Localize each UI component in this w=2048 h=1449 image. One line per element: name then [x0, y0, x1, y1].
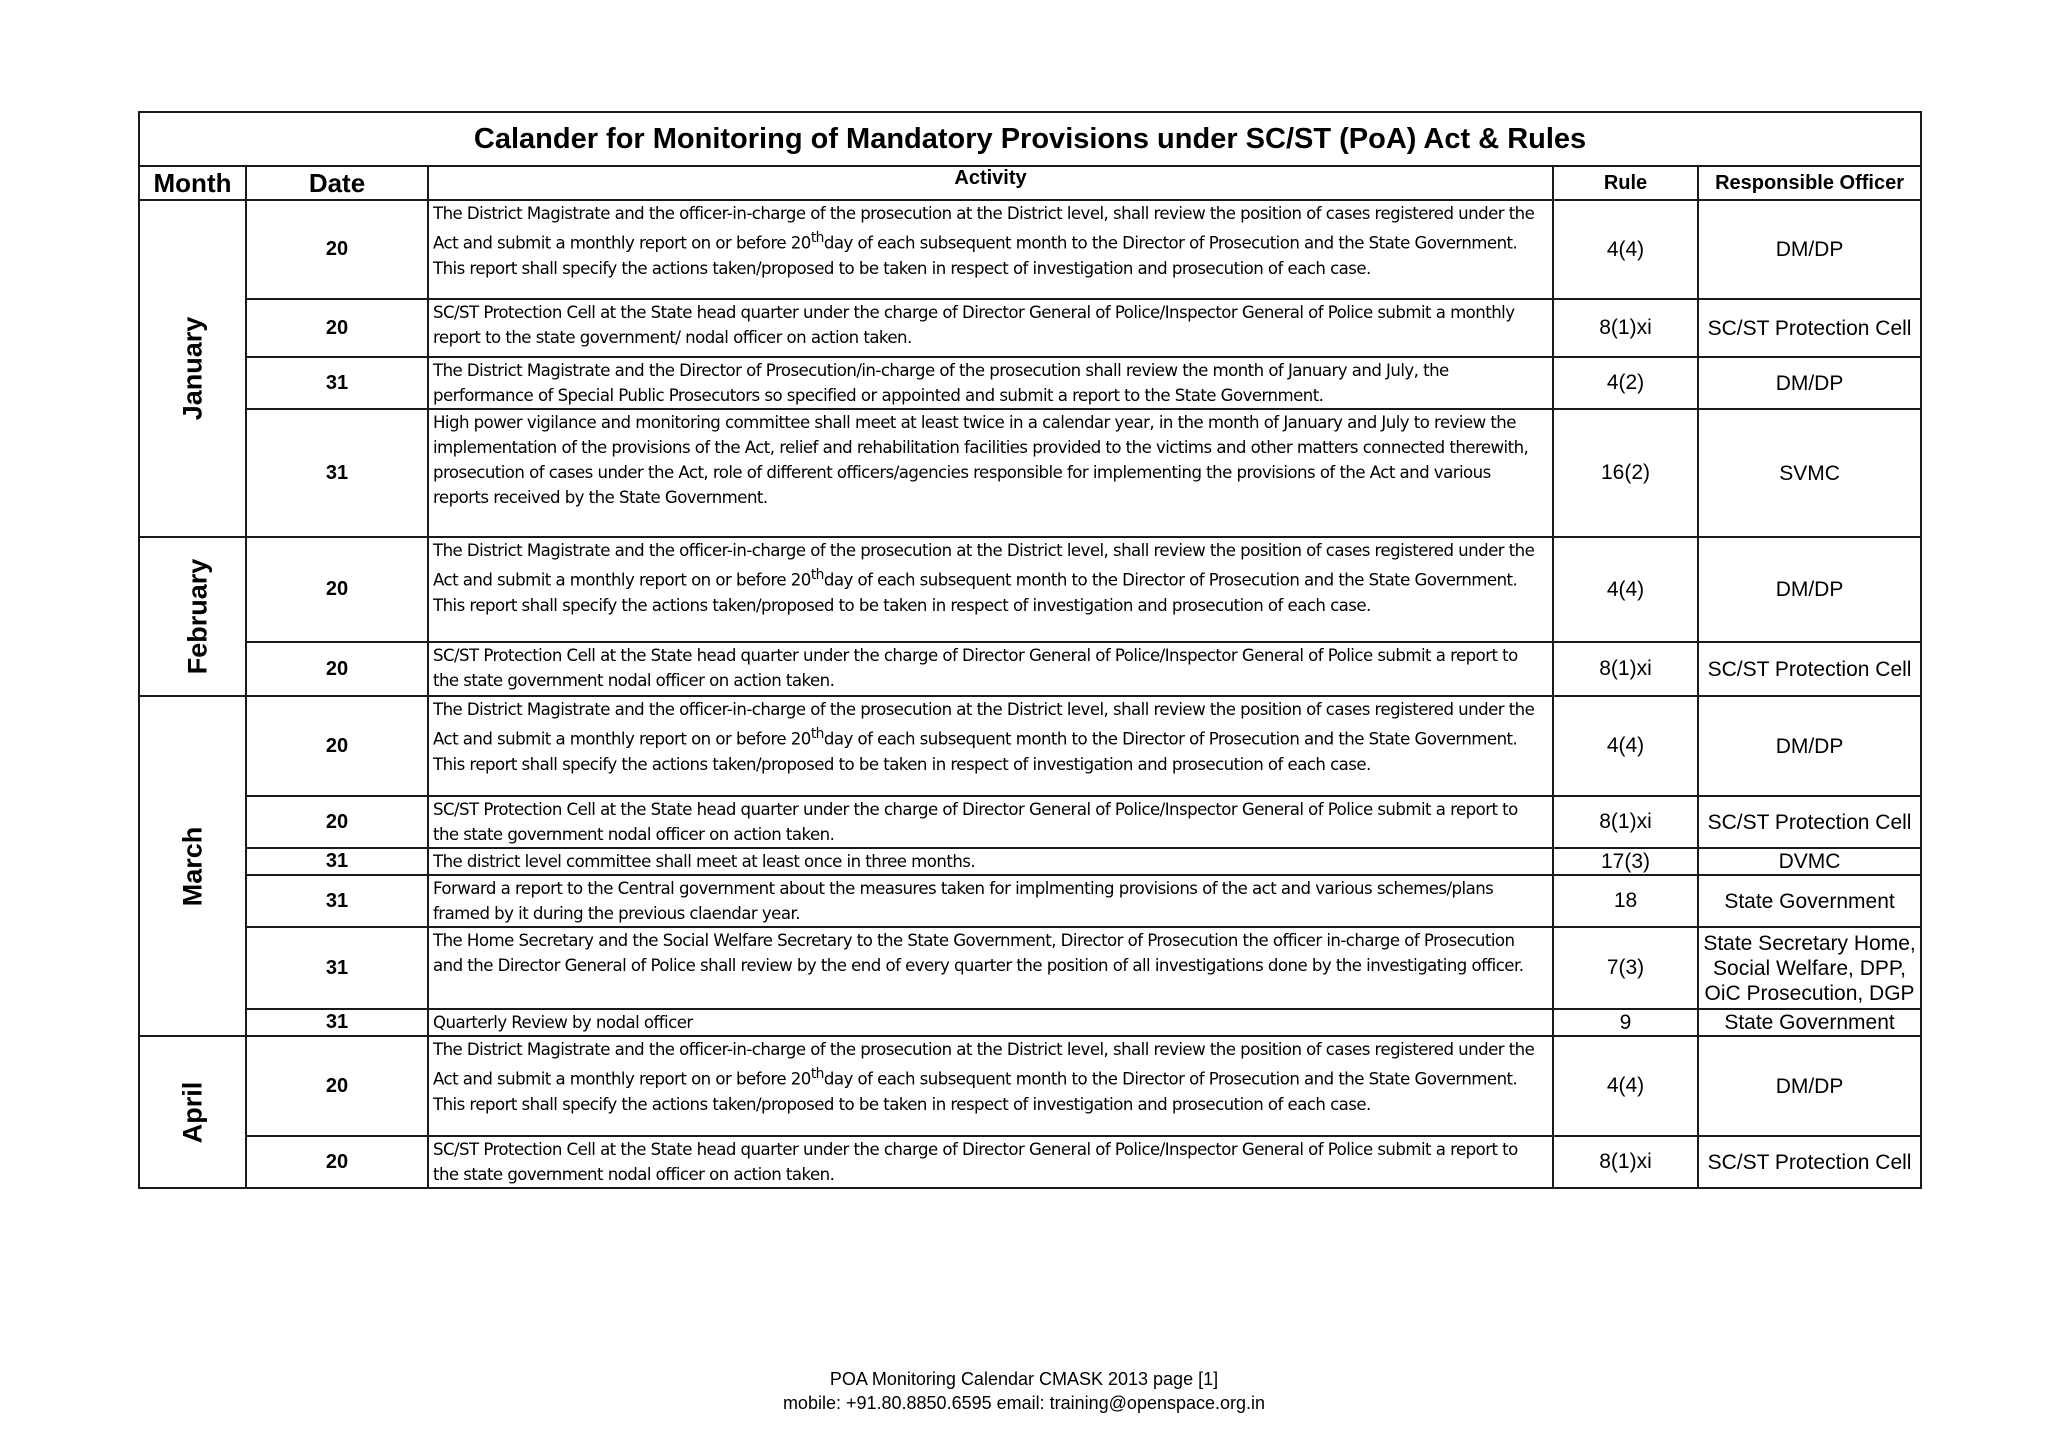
table-row	[139, 200, 1921, 299]
calendar-table	[138, 111, 1922, 1189]
row-rule: 16(2)	[1553, 409, 1698, 537]
row-officer: DM/DP	[1698, 537, 1921, 642]
row-officer: DM/DP	[1698, 357, 1921, 409]
row-rule: 8(1)xi	[1553, 642, 1698, 696]
row-activity: The district level committee shall meet at least once in three months.	[428, 848, 1553, 875]
footer-contact: mobile: +91.80.8850.6595 email: training@openspace.org.in	[782, 1393, 1266, 1413]
row-officer: DM/DP	[1698, 1036, 1921, 1136]
row-activity: The District Magistrate and the Director of Prosecution/in-charge of the prosecution shall review the month of January and July, the performance of Special Public Prosecutors so specified or appointed and submit a report to the State Government.	[428, 357, 1553, 409]
row-officer: DVMC	[1698, 848, 1921, 875]
row-rule: 4(4)	[1553, 537, 1698, 642]
table-row	[139, 357, 1921, 409]
row-rule: 7(3)	[1553, 927, 1698, 1009]
row-date: 31	[246, 409, 428, 537]
header-rule: Rule	[1553, 166, 1698, 200]
month-january: January	[139, 200, 246, 537]
row-activity: The District Magistrate and the officer-in-charge of the prosecution at the District level, shall review the position of cases registered under the Act and submit a monthly report on or before 20thday of each subsequent month to the Director of Prosecution and the State Government. This report shall specify the actions taken/proposed to be taken in respect of investigation and prosecution of each case.	[428, 200, 1553, 299]
table-row	[139, 848, 1921, 875]
calendar-sheet	[138, 111, 1920, 1189]
row-rule: 9	[1553, 1009, 1698, 1036]
page-footer	[0, 1367, 2048, 1415]
row-activity: The Home Secretary and the Social Welfare Secretary to the State Government, Director of Prosecution the officer in-charge of Prosecution and the Director General of Police shall review by the end of every quarter the position of all investigations done by the investigating officer.	[428, 927, 1553, 1009]
table-row	[139, 537, 1921, 642]
header-month: Month	[139, 166, 246, 200]
row-date: 20	[246, 696, 428, 796]
header-activity: Activity	[428, 166, 1553, 200]
row-date: 20	[246, 1036, 428, 1136]
row-date: 20	[246, 299, 428, 357]
header-officer: Responsible Officer	[1698, 166, 1921, 200]
month-april: April	[139, 1036, 246, 1188]
row-officer: SC/ST Protection Cell	[1698, 642, 1921, 696]
row-date: 20	[246, 642, 428, 696]
row-officer: State Government	[1698, 875, 1921, 927]
row-activity: Quarterly Review by nodal officer	[428, 1009, 1553, 1036]
row-rule: 8(1)xi	[1553, 299, 1698, 357]
row-date: 20	[246, 796, 428, 848]
row-officer: State Government	[1698, 1009, 1921, 1036]
footer-page-label: POA Monitoring Calendar CMASK 2013 page [1]	[829, 1369, 1219, 1389]
table-row	[139, 1036, 1921, 1136]
row-rule: 18	[1553, 875, 1698, 927]
month-march: March	[139, 696, 246, 1036]
table-row	[139, 299, 1921, 357]
row-date: 31	[246, 848, 428, 875]
row-date: 20	[246, 537, 428, 642]
row-rule: 4(4)	[1553, 200, 1698, 299]
row-date: 31	[246, 357, 428, 409]
row-officer: SVMC	[1698, 409, 1921, 537]
row-date: 20	[246, 1136, 428, 1188]
row-rule: 8(1)xi	[1553, 796, 1698, 848]
row-rule: 8(1)xi	[1553, 1136, 1698, 1188]
table-title: Calander for Monitoring of Mandatory Provisions under SC/ST (PoA) Act & Rules	[139, 112, 1921, 166]
row-officer: DM/DP	[1698, 200, 1921, 299]
month-february: February	[139, 537, 246, 696]
row-rule: 4(4)	[1553, 1036, 1698, 1136]
row-rule: 4(2)	[1553, 357, 1698, 409]
row-activity: SC/ST Protection Cell at the State head quarter under the charge of Director General of Police/Inspector General of Police submit a report to the state government nodal officer on action taken.	[428, 642, 1553, 696]
row-activity: SC/ST Protection Cell at the State head quarter under the charge of Director General of Police/Inspector General of Police submit a monthly report to the state government/ nodal officer on action taken.	[428, 299, 1553, 357]
row-activity: High power vigilance and monitoring committee shall meet at least twice in a calendar year, in the month of January and July to review the implementation of the provisions of the Act, relief and rehabilitation facilities provided to the victims and other matters connected therewith, prosecution of cases under the Act, role of different officers/agencies responsible for implementing the provisions of the Act and various reports received by the State Government.	[428, 409, 1553, 537]
row-rule: 4(4)	[1553, 696, 1698, 796]
row-officer: SC/ST Protection Cell	[1698, 796, 1921, 848]
table-row	[139, 796, 1921, 848]
row-activity: The District Magistrate and the officer-in-charge of the prosecution at the District level, shall review the position of cases registered under the Act and submit a monthly report on or before 20thday of each subsequent month to the Director of Prosecution and the State Government. This report shall specify the actions taken/proposed to be taken in respect of investigation and prosecution of each case.	[428, 696, 1553, 796]
header-row	[139, 166, 1921, 200]
header-date: Date	[246, 166, 428, 200]
row-date: 31	[246, 927, 428, 1009]
row-date: 20	[246, 200, 428, 299]
table-row	[139, 875, 1921, 927]
row-activity: The District Magistrate and the officer-in-charge of the prosecution at the District level, shall review the position of cases registered under the Act and submit a monthly report on or before 20thday of each subsequent month to the Director of Prosecution and the State Government. This report shall specify the actions taken/proposed to be taken in respect of investigation and prosecution of each case.	[428, 1036, 1553, 1136]
row-officer: DM/DP	[1698, 696, 1921, 796]
row-activity: Forward a report to the Central government about the measures taken for implmenting provisions of the act and various schemes/plans framed by it during the previous claendar year.	[428, 875, 1553, 927]
row-activity: SC/ST Protection Cell at the State head quarter under the charge of Director General of Police/Inspector General of Police submit a report to the state government nodal officer on action taken.	[428, 1136, 1553, 1188]
table-row	[139, 696, 1921, 796]
table-row	[139, 642, 1921, 696]
row-officer: SC/ST Protection Cell	[1698, 299, 1921, 357]
title-row	[139, 112, 1921, 166]
row-activity: SC/ST Protection Cell at the State head quarter under the charge of Director General of Police/Inspector General of Police submit a report to the state government nodal officer on action taken.	[428, 796, 1553, 848]
table-row	[139, 409, 1921, 537]
row-officer: SC/ST Protection Cell	[1698, 1136, 1921, 1188]
table-row	[139, 927, 1921, 1009]
table-row	[139, 1009, 1921, 1036]
row-officer: State Secretary Home, Social Welfare, DPP, OiC Prosecution, DGP	[1698, 927, 1921, 1009]
table-row	[139, 1136, 1921, 1188]
row-rule: 17(3)	[1553, 848, 1698, 875]
row-date: 31	[246, 875, 428, 927]
row-date: 31	[246, 1009, 428, 1036]
row-activity: The District Magistrate and the officer-in-charge of the prosecution at the District level, shall review the position of cases registered under the Act and submit a monthly report on or before 20thday of each subsequent month to the Director of Prosecution and the State Government. This report shall specify the actions taken/proposed to be taken in respect of investigation and prosecution of each case.	[428, 537, 1553, 642]
